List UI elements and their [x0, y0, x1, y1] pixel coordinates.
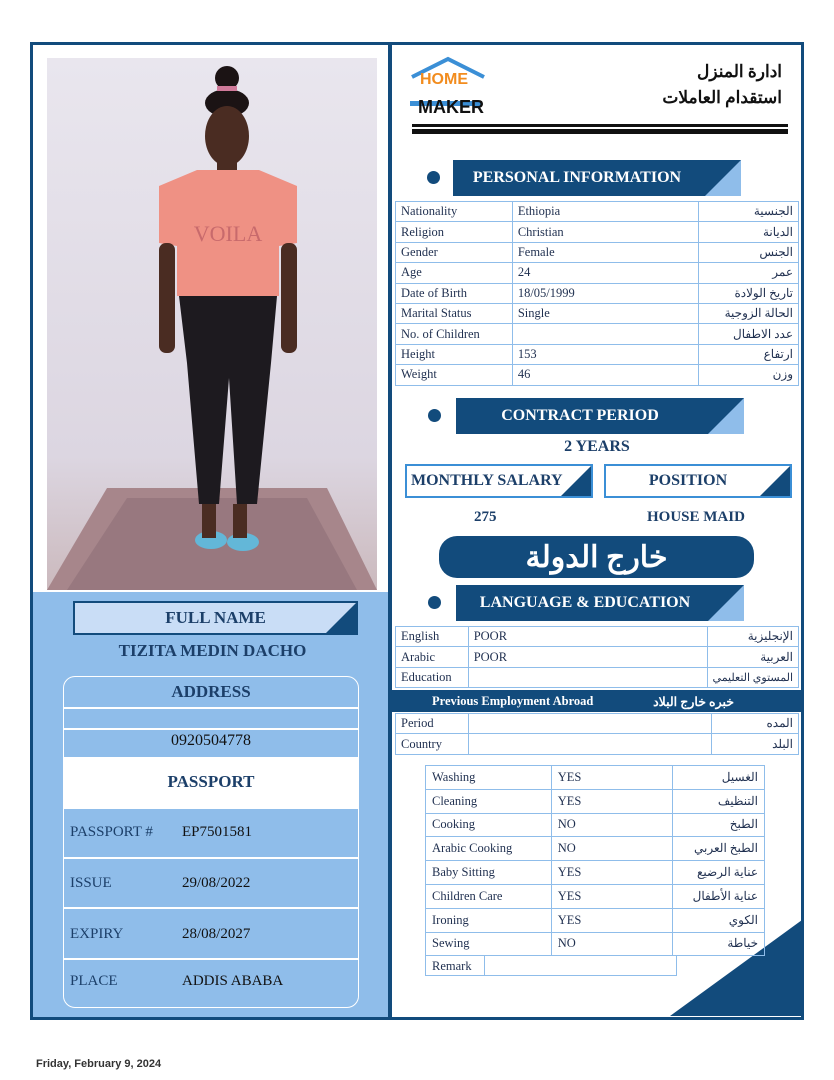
row-label-arabic: وزن: [699, 365, 799, 385]
row-label: Nationality: [396, 202, 513, 222]
banner-corner-triangle: [705, 160, 741, 196]
arabic-header-line2: استقدام العاملات: [662, 88, 782, 107]
table-row: [426, 837, 765, 861]
arabic-header-line1: ادارة المنزل: [697, 62, 782, 81]
row-label-arabic: المده: [712, 714, 799, 734]
banner-corner-triangle: [708, 398, 744, 434]
remark-divider: [484, 956, 485, 975]
table-row: [396, 667, 799, 687]
issue-value: 29/08/2022: [182, 875, 251, 891]
row-label: Weight: [396, 365, 513, 385]
row-label: English: [396, 627, 469, 647]
skill-value: YES: [551, 884, 672, 908]
table-row: [426, 813, 765, 837]
skills-table: [425, 765, 765, 956]
row-value: [468, 734, 711, 754]
row-label: Education: [396, 667, 469, 687]
address-divider: [64, 728, 358, 730]
personal-information-banner: [453, 160, 741, 196]
row-label-arabic: البلد: [712, 734, 799, 754]
skill-label-arabic: الطبخ العربي: [673, 837, 765, 861]
row-label: Period: [396, 714, 469, 734]
skill-label: Sewing: [426, 932, 552, 956]
address-label: ADDRESS: [171, 682, 251, 701]
passport-row: [64, 907, 358, 958]
column-divider: [388, 42, 392, 1020]
skill-label: Cooking: [426, 813, 552, 837]
row-value: 24: [512, 263, 698, 283]
row-value: 153: [512, 344, 698, 364]
personal-info-table: [395, 201, 799, 386]
header-rule: [412, 124, 788, 134]
skill-label-arabic: عناية الأطفال: [673, 884, 765, 908]
expiry-value: 28/08/2027: [182, 926, 251, 942]
row-value: Single: [512, 303, 698, 323]
monthly-salary-value: 275: [474, 509, 497, 525]
row-label: Marital Status: [396, 303, 513, 323]
personal-information-title: PERSONAL INFORMATION: [472, 169, 682, 186]
skill-label-arabic: الكوي: [673, 908, 765, 932]
skill-label-arabic: عناية الرضيع: [673, 861, 765, 885]
row-label-arabic: تاريخ الولادة: [699, 283, 799, 303]
row-label: Date of Birth: [396, 283, 513, 303]
language-table: [395, 626, 799, 688]
row-value: 46: [512, 365, 698, 385]
row-value: [468, 667, 707, 687]
bullet-icon: [427, 171, 440, 184]
table-row: [426, 789, 765, 813]
previous-employment-title: Previous Employment Abroad: [432, 694, 594, 708]
work-location-arabic: خارج الدولة: [525, 540, 668, 574]
shirt-text: VOILA: [193, 221, 263, 246]
previous-employment-bar: [392, 690, 802, 712]
row-label-arabic: الجنس: [699, 242, 799, 262]
remark-row: [425, 955, 677, 976]
table-row: [396, 283, 799, 303]
row-label-arabic: الإنجليزية: [707, 627, 798, 647]
position-value: HOUSE MAID: [647, 509, 745, 525]
table-row: [396, 344, 799, 364]
table-row: [426, 908, 765, 932]
table-row: [396, 734, 799, 754]
bullet-icon: [428, 409, 441, 422]
passport-label: PASSPORT: [167, 772, 255, 791]
skill-value: NO: [551, 932, 672, 956]
phone-number: 0920504778: [171, 732, 251, 749]
table-row: [396, 263, 799, 283]
remark-label: Remark: [432, 959, 472, 973]
skill-label-arabic: خياطة: [673, 932, 765, 956]
row-value: Christian: [512, 222, 698, 242]
contract-period-value: 2 YEARS: [564, 438, 630, 455]
contract-period-title: CONTRACT PERIOD: [501, 407, 659, 424]
row-value: POOR: [468, 647, 707, 667]
table-row: [396, 714, 799, 734]
row-value: 18/05/1999: [512, 283, 698, 303]
skill-label: Baby Sitting: [426, 861, 552, 885]
skill-label: Arabic Cooking: [426, 837, 552, 861]
place-label: PLACE: [70, 973, 118, 989]
tag-corner-triangle: [760, 466, 790, 496]
row-label-arabic: عدد الاطفال: [699, 324, 799, 344]
table-row: [396, 222, 799, 242]
skill-label: Washing: [426, 766, 552, 790]
table-row: [426, 861, 765, 885]
skill-label-arabic: الطبخ: [673, 813, 765, 837]
passport-row: [64, 958, 358, 1006]
previous-employment-table: [395, 713, 799, 755]
row-label-arabic: الحالة الزوجية: [699, 303, 799, 323]
banner-corner-triangle: [708, 585, 744, 621]
language-education-title: LANGUAGE & EDUCATION: [479, 594, 691, 611]
previous-employment-title-arabic: خبره خارج البلاد: [653, 695, 734, 709]
skill-label-arabic: الغسيل: [673, 766, 765, 790]
row-label: Gender: [396, 242, 513, 262]
row-value: [512, 324, 698, 344]
full-name-heading: [73, 601, 358, 635]
row-label-arabic: ارتفاع: [699, 344, 799, 364]
passport-number-value: EP7501581: [182, 824, 253, 840]
skill-value: NO: [551, 813, 672, 837]
table-row: [396, 324, 799, 344]
row-value: Female: [512, 242, 698, 262]
issue-label: ISSUE: [70, 875, 112, 891]
row-label: Country: [396, 734, 469, 754]
row-label: Age: [396, 263, 513, 283]
header-rule-inner: [412, 127, 788, 129]
row-label-arabic: العربية: [707, 647, 798, 667]
expiry-label: EXPIRY: [70, 926, 124, 942]
position-label: POSITION: [648, 472, 728, 489]
candidate-photo: [47, 58, 377, 590]
skill-value: YES: [551, 861, 672, 885]
logo-maker-text: MAKER: [418, 97, 484, 117]
row-label-arabic: الجنسية: [699, 202, 799, 222]
contract-period-banner: [456, 398, 744, 434]
work-location-pill: [439, 536, 754, 578]
row-value: Ethiopia: [512, 202, 698, 222]
passport-row: [64, 807, 358, 857]
skill-label: Ironing: [426, 908, 552, 932]
logo-home-text: HOME: [420, 71, 468, 88]
passport-number-label: PASSPORT #: [70, 824, 153, 840]
row-label: Height: [396, 344, 513, 364]
bullet-icon: [428, 596, 441, 609]
tag-corner-triangle: [561, 466, 591, 496]
skill-label: Cleaning: [426, 789, 552, 813]
full-name-label: FULL NAME: [165, 608, 266, 627]
language-education-banner: [456, 585, 744, 621]
full-name-value: TIZITA MEDIN DACHO: [118, 641, 307, 660]
table-row: [396, 242, 799, 262]
row-value: [468, 714, 711, 734]
passport-row: [64, 857, 358, 907]
row-label-arabic: عمر: [699, 263, 799, 283]
skill-value: YES: [551, 766, 672, 790]
home-maker-logo: [408, 55, 488, 121]
table-row: [426, 932, 765, 956]
table-row: [396, 627, 799, 647]
skill-value: YES: [551, 789, 672, 813]
skill-value: NO: [551, 837, 672, 861]
address-divider: [64, 707, 358, 709]
skill-label-arabic: التنظيف: [673, 789, 765, 813]
table-row: [396, 202, 799, 222]
row-label: Arabic: [396, 647, 469, 667]
skill-value: YES: [551, 908, 672, 932]
monthly-salary-label: MONTHLY SALARY: [411, 472, 563, 489]
place-value: ADDIS ABABA: [182, 973, 284, 989]
row-label: No. of Children: [396, 324, 513, 344]
row-value: POOR: [468, 627, 707, 647]
table-row: [396, 303, 799, 323]
row-label: Religion: [396, 222, 513, 242]
row-label-arabic: المستوي التعليمي: [707, 667, 798, 687]
table-row: [396, 365, 799, 385]
table-row: [426, 766, 765, 790]
skill-label: Children Care: [426, 884, 552, 908]
table-row: [426, 884, 765, 908]
table-row: [396, 647, 799, 667]
heading-corner-triangle: [326, 603, 356, 633]
row-label-arabic: الديانة: [699, 222, 799, 242]
print-date: Friday, February 9, 2024: [36, 1058, 162, 1070]
